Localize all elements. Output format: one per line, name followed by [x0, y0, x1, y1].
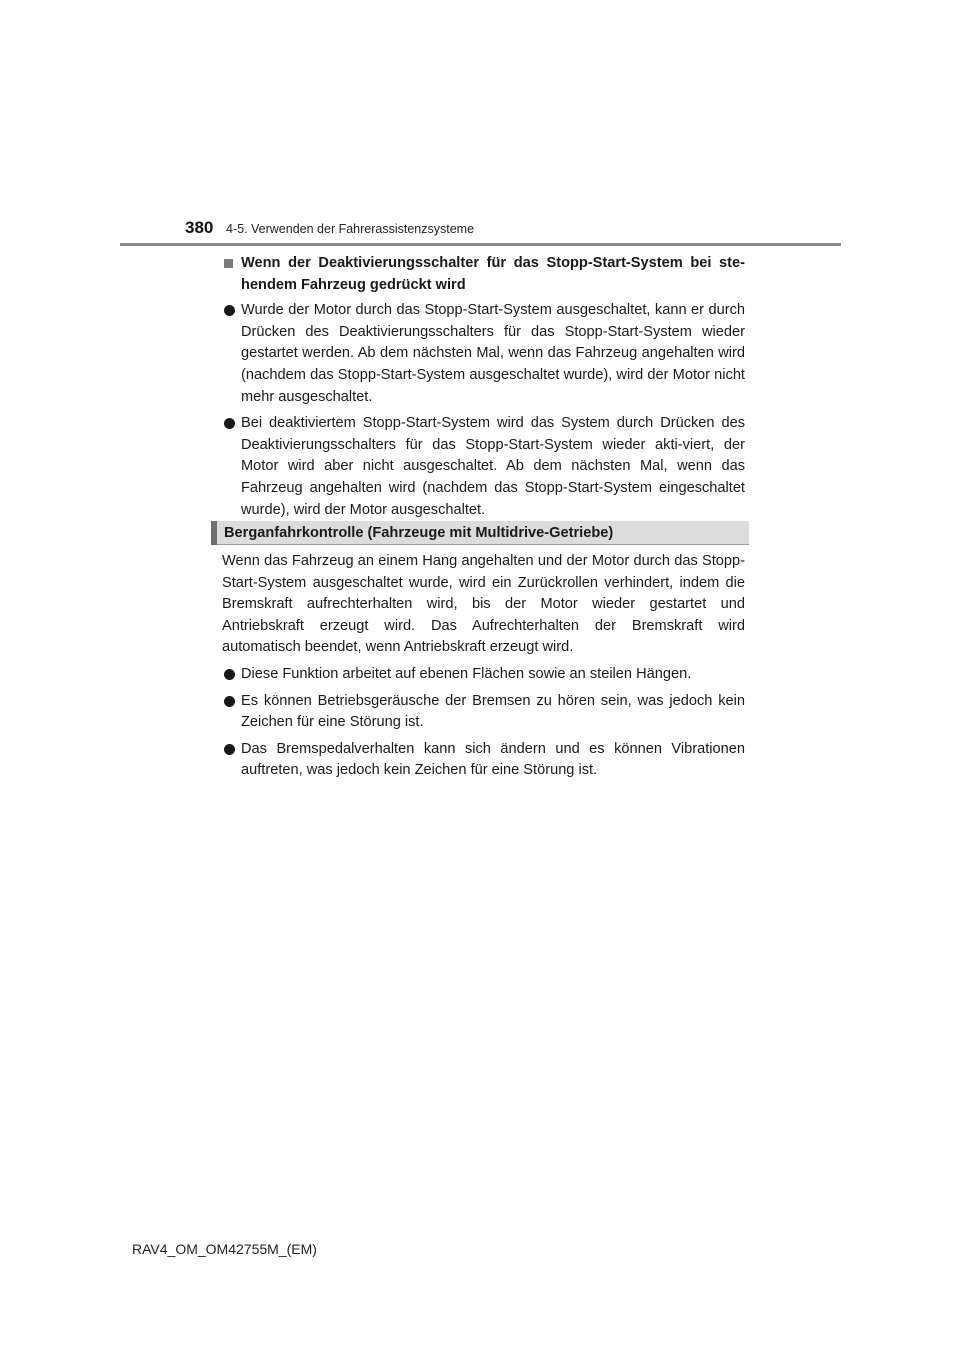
section-paragraph: Wenn das Fahrzeug an einem Hang angehalten und der Motor durch das Stopp-Start-System ausgeschaltet wurde, wird ein Zurückrollen verhindert, indem die Bremskraft aufrechterhalten wird, bis der Motor wieder gestartet und Antriebskraft erzeugt wird. Das Aufrechterhalten der Bremskraft wird automatisch beendet, wenn Antriebskraft erzeugt wird.	[222, 553, 745, 656]
list-item	[222, 413, 745, 521]
list-item-text: Bei deaktiviertem Stopp-Start-System wird das System durch Drücken des Deaktivierungsschalters für das Stopp-Start-System wieder akti-viert, der Motor wird aber nicht ausgeschaltet. Ab dem nächsten Mal, wenn das Fahrzeug angehalten wird (nachdem das Stopp-Start-System eingeschaltet wurde), wird der Motor ausgeschaltet.	[241, 415, 745, 518]
round-bullet-icon	[224, 744, 235, 755]
header-divider	[120, 243, 841, 246]
round-bullet-icon	[224, 418, 235, 429]
round-bullet-icon	[224, 669, 235, 680]
list-item-text: Das Bremspedalverhalten kann sich ändern und es können Vibrationen auftreten, was jedoch kein Zeichen für eine Störung ist.	[241, 740, 745, 779]
list-item	[222, 300, 745, 408]
list-item-text: Es können Betriebsgeräusche der Bremsen zu hören sein, was jedoch kein Zeichen für eine Störung ist.	[241, 692, 745, 731]
section-title: Berganfahrkontrolle (Fahrzeuge mit Multidrive-Getriebe)	[224, 525, 614, 541]
section-bullet-list	[222, 664, 745, 782]
list-item	[222, 739, 745, 782]
list-item	[222, 691, 745, 734]
subsection-heading	[222, 253, 745, 296]
round-bullet-icon	[224, 305, 235, 316]
list-item-text: Wurde der Motor durch das Stopp-Start-System ausgeschaltet, kann er durch Drücken des Deaktivierungsschalters für das Stopp-Start-System wieder gestartet werden. Ab dem nächsten Mal, wenn das Fahrzeug angehalten wird (nachdem das Stopp-Start-System ausgeschaltet wurde), wird der Motor nicht mehr ausgeschaltet.	[241, 302, 745, 405]
page-number: 380	[185, 218, 214, 237]
list-item	[222, 664, 745, 686]
subsection-bullet-list	[222, 300, 745, 521]
section-heading-bar	[211, 521, 749, 545]
chapter-title: 4-5. Verwenden der Fahrerassistenzsysteme	[226, 222, 475, 236]
subsection-block	[222, 253, 745, 526]
document-code: RAV4_OM_OM42755M_(EM)	[132, 1241, 317, 1257]
subsection-heading-text: Wenn der Deaktivierungsschalter für das Stopp-Start-System bei ste-hendem Fahrzeug gedrückt wird	[241, 255, 745, 293]
list-item-text: Diese Funktion arbeitet auf ebenen Flächen sowie an steilen Hängen.	[241, 665, 692, 682]
square-bullet-icon	[224, 259, 233, 268]
section-body	[222, 551, 745, 787]
round-bullet-icon	[224, 696, 235, 707]
section-accent-marker	[211, 521, 217, 545]
